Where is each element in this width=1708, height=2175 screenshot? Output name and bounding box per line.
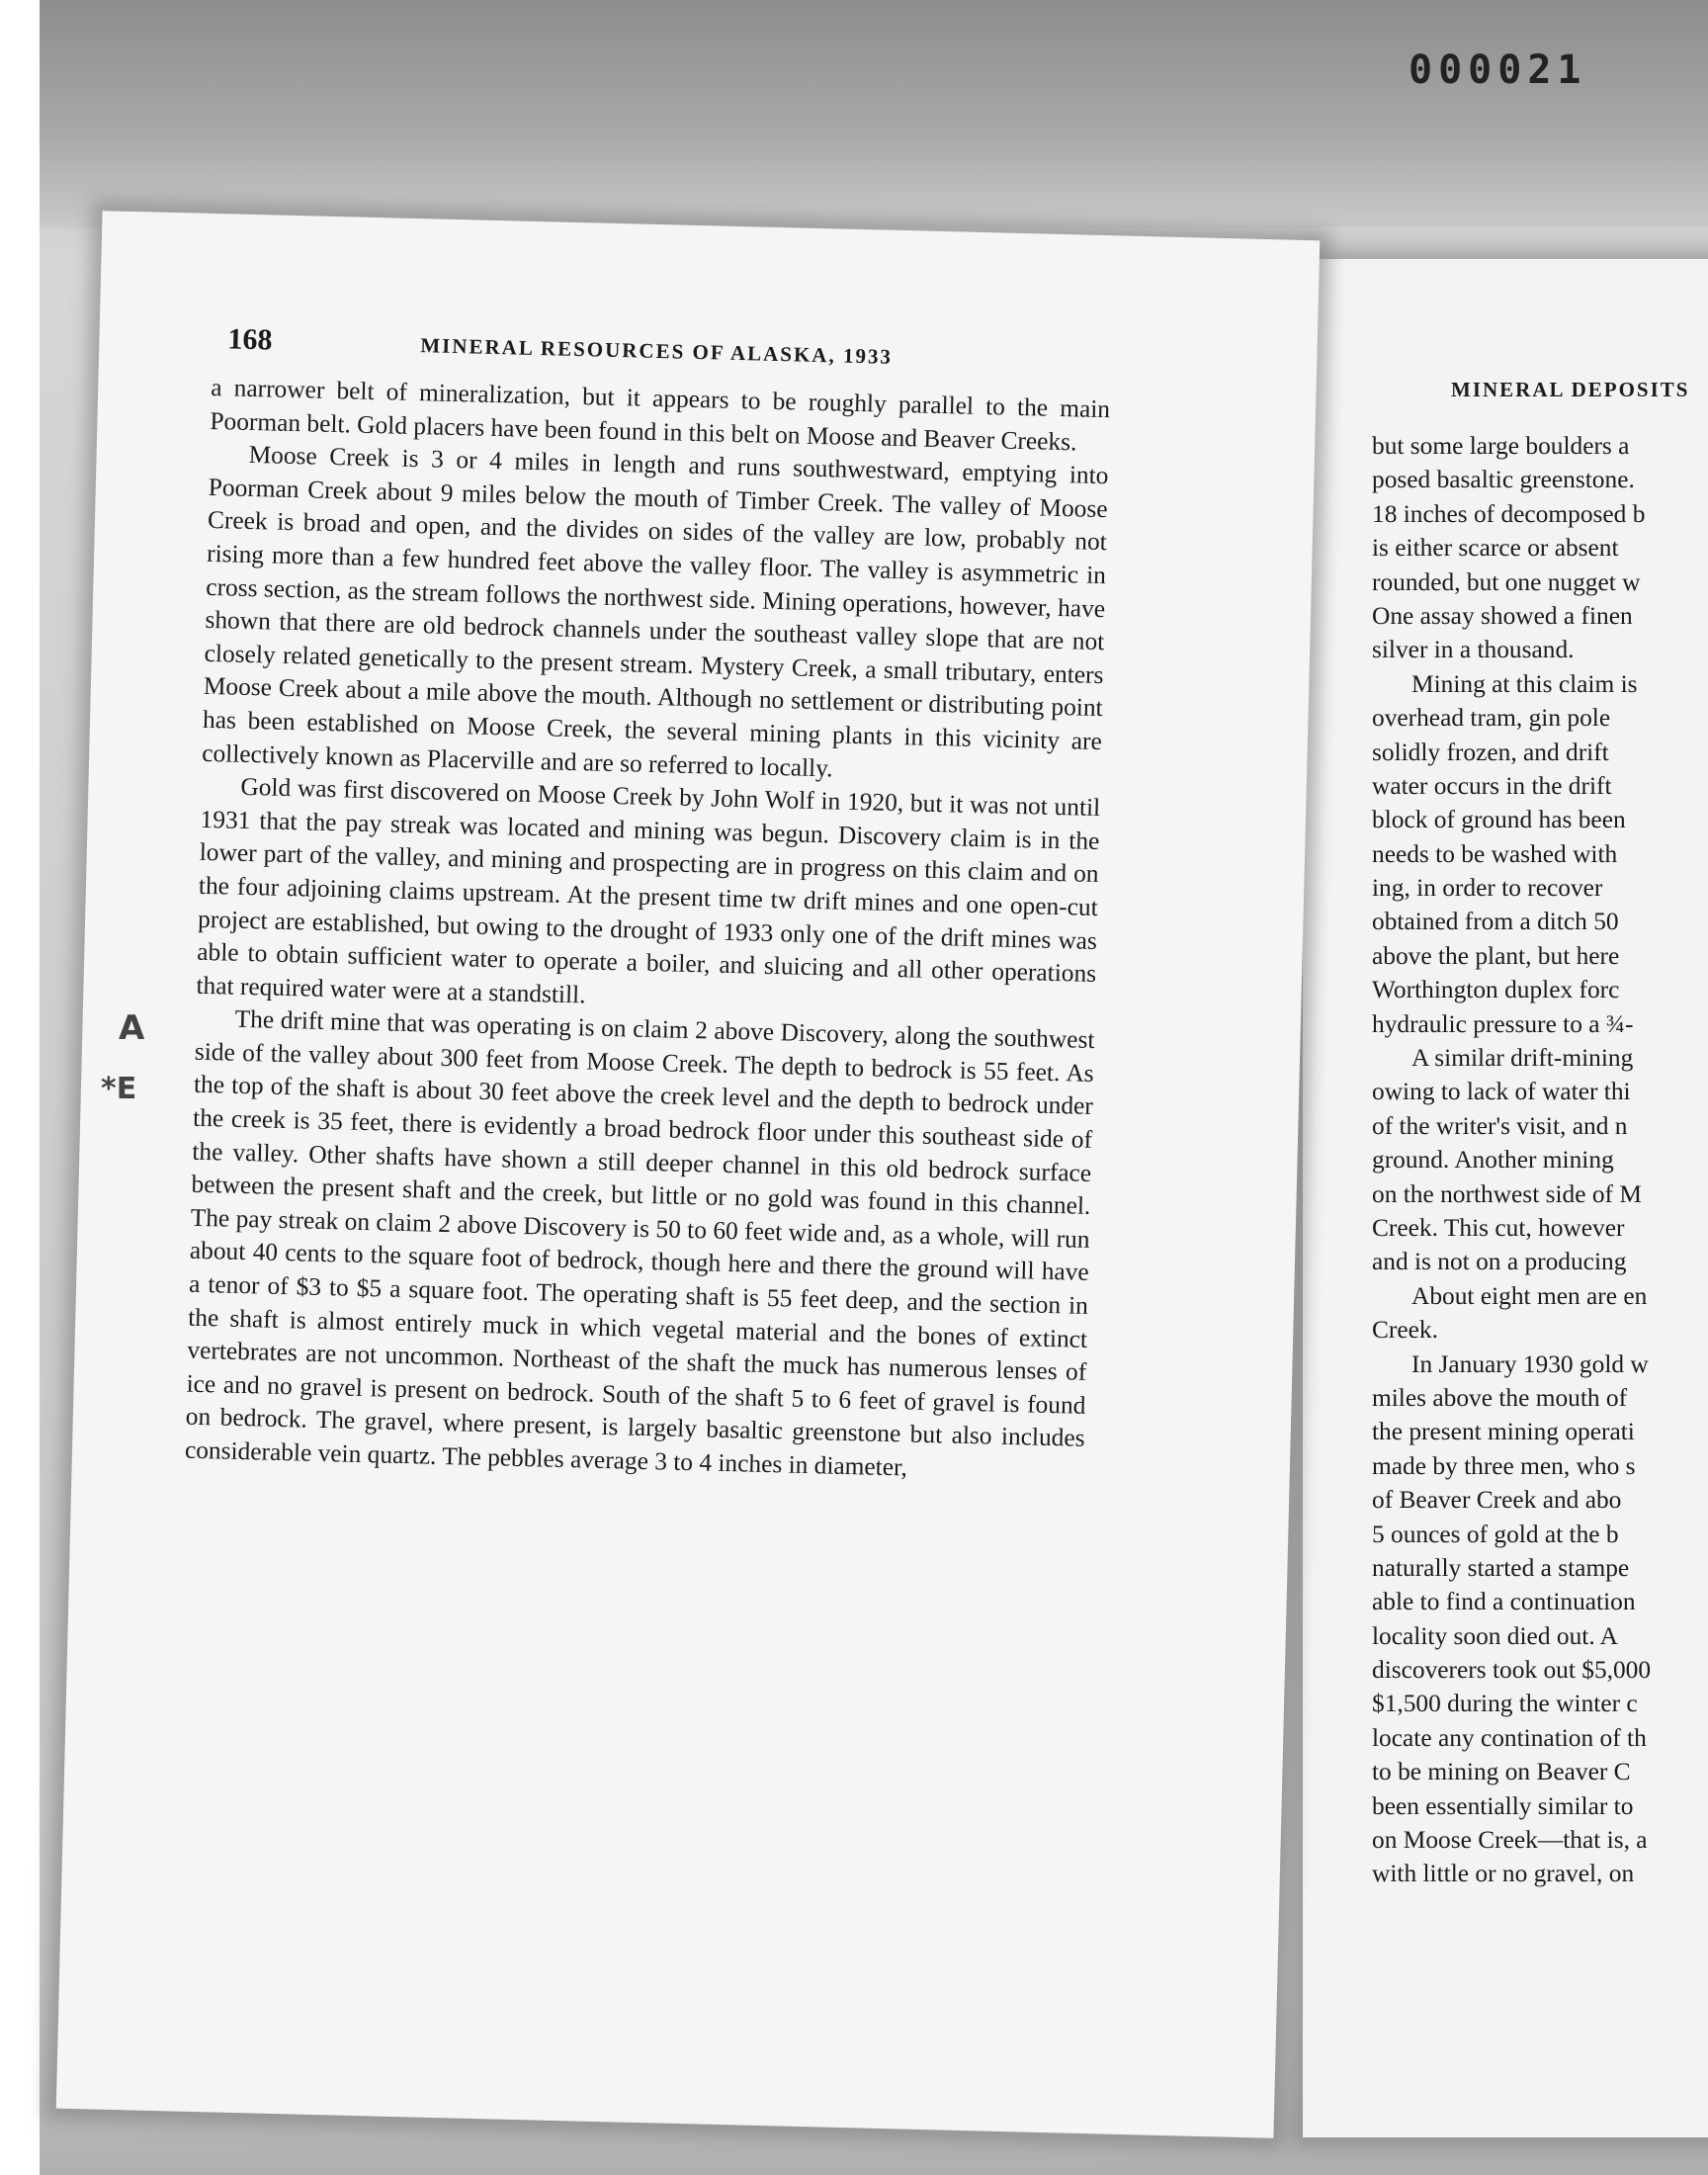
adjacent-line: 5 ounces of gold at the b <box>1372 1520 1619 1548</box>
adjacent-line: needs to be washed with <box>1372 839 1618 868</box>
adjacent-line: miles above the mouth of <box>1372 1383 1628 1412</box>
paragraph: The drift mine that was operating is on claim 2 above Discovery, along the southwest side of the valley about 300 feet from Moose Creek. The depth to bedrock is 55 feet. As the top of the shaft is about 30 feet above the creek level and the depth to bedrock under the creek is 35 feet, there is evidently a broad bedrock floor under this southeast side of the valley. Other shafts have shown a still deeper channel in this old bedrock surface between the present shaft and the creek, but little or no gold was found in this channel. The pay streak on claim 2 above Discovery is 50 to 60 feet wide and, as a whole, will run about 40 cents to the square foot of bedrock, though here and there the ground will have a tenor of $3 to $5 a square foot. The operating shaft is 55 feet deep, and the section in the shaft is almost entirely muck in which vegetal material and the bones of extinct vertebrates are not uncommon. Northeast of the shaft the muck has numerous lenses of ice and no gravel is present on bedrock. South of the shaft 5 to 6 feet of gravel is found on bedrock. The gravel, where present, is largely basaltic greenstone but also includes considerable vein quartz. The pebbles average 3 to 4 inches in diameter, <box>184 1005 1095 1482</box>
adjacent-line: made by three men, who s <box>1372 1451 1636 1480</box>
margin-mark: *E <box>101 1072 137 1106</box>
adjacent-line: is either scarce or absent <box>1372 534 1619 563</box>
adjacent-line: been essentially similar to <box>1372 1791 1634 1820</box>
page-running-title: MINERAL RESOURCES OF ALASKA, 1933 <box>420 333 894 369</box>
paragraph: Moose Creek is 3 or 4 miles in length and runs southwestward, emptying into Poorman Creek about 9 miles below the mouth of Timber Creek. The valley of Moose Creek is broad and open, and the divides on sides of the valley are low, probably not rising more than a few hundred feet above the valley floor. The valley is asymmetric in cross section, as the stream follows the northwest side. Mining operations, however, have shown that there are old bedrock channels under the southeast valley slope that are not closely related genetically to the present stream. Mystery Creek, a small tributary, enters Moose Creek about a mile above the mouth. Although no settlement or distributing point has been established on Moose Creek, the several mining plants in this vicinity are collectively known as Placerville and are so referred to locally. <box>201 441 1109 782</box>
adjacent-page-text <box>1372 429 1708 1891</box>
adjacent-line: Mining at this claim is <box>1411 669 1638 698</box>
adjacent-line: 18 inches of decomposed b <box>1372 499 1646 528</box>
adjacent-line: $1,500 during the winter c <box>1372 1690 1638 1718</box>
adjacent-line: but some large boulders a <box>1372 432 1630 460</box>
adjacent-line: solidly frozen, and drift <box>1372 738 1609 766</box>
adjacent-line: and is not on a producing <box>1372 1248 1627 1276</box>
adjacent-line: silver in a thousand. <box>1372 636 1575 664</box>
adjacent-line: water occurs in the drift <box>1372 771 1612 800</box>
adjacent-line: overhead tram, gin pole <box>1372 704 1611 733</box>
scan-top-shadow <box>40 0 1708 227</box>
body-text <box>185 372 1111 1489</box>
adjacent-line: of the writer's visit, and n <box>1372 1111 1628 1140</box>
main-page <box>56 211 1321 2138</box>
adjacent-line: discoverers took out $5,000 <box>1372 1656 1652 1685</box>
adjacent-line: the present mining operati <box>1372 1418 1635 1446</box>
adjacent-line: able to find a continuation <box>1372 1588 1636 1616</box>
adjacent-line: Worthington duplex forc <box>1372 976 1620 1004</box>
adjacent-line: About eight men are en <box>1411 1281 1648 1310</box>
adjacent-line: Creek. <box>1372 1316 1438 1345</box>
adjacent-line: obtained from a ditch 50 <box>1372 908 1619 936</box>
adjacent-line: hydraulic pressure to a ¾- <box>1372 1009 1634 1038</box>
scan-left-margin <box>0 0 40 2175</box>
adjacent-line: In January 1930 gold w <box>1411 1349 1649 1378</box>
document-number: 000021 <box>1409 47 1587 93</box>
adjacent-line: ground. Another mining <box>1372 1146 1614 1174</box>
margin-mark: A <box>119 1008 145 1048</box>
adjacent-line: One assay showed a finen <box>1372 601 1633 630</box>
adjacent-line: on Moose Creek—that is, a <box>1372 1826 1648 1855</box>
adjacent-line: rounded, but one nugget w <box>1372 567 1641 596</box>
paragraph: a narrower belt of mineralization, but it appears to be roughly parallel to the main Poorman belt. Gold placers have been found in this belt on Moose and Beaver Creeks. <box>210 373 1111 456</box>
adjacent-line: locality soon died out. A <box>1372 1621 1618 1650</box>
adjacent-line: block of ground has been <box>1372 806 1626 834</box>
adjacent-running-head: MINERAL DEPOSITS <box>1451 378 1690 401</box>
adjacent-line: to be mining on Beaver C <box>1372 1758 1631 1786</box>
adjacent-line: locate any contination of th <box>1372 1723 1647 1752</box>
adjacent-line: A similar drift-mining <box>1411 1044 1634 1073</box>
adjacent-line: above the plant, but here <box>1372 941 1620 970</box>
adjacent-line: on the northwest side of M <box>1372 1179 1642 1208</box>
adjacent-line: ing, in order to recover <box>1372 874 1603 903</box>
adjacent-line: owing to lack of water thi <box>1372 1078 1631 1106</box>
adjacent-line: of Beaver Creek and abo <box>1372 1486 1622 1515</box>
adjacent-line: Creek. This cut, however <box>1372 1213 1625 1242</box>
adjacent-line: naturally started a stampe <box>1372 1553 1630 1582</box>
paragraph: Gold was first discovered on Moose Creek by John Wolf in 1920, but it was not until 1931 that the pay streak was located and mining was begun. Discovery claim is in the lower part of the valley, and mining and prospecting are in progress on this claim and on the four adjoining claims upstream. At the present time tw drift mines and one open-cut project are established, but owing to the drought of 1933 only one of the drift mines was able to obtain sufficient water to operate a boiler, and sluicing and all other operations that required water were at a standstill. <box>196 772 1101 1009</box>
adjacent-line: with little or no gravel, on <box>1372 1860 1635 1888</box>
page-number: 168 <box>227 322 273 357</box>
adjacent-page <box>1303 259 1708 2137</box>
adjacent-line: posed basaltic greenstone. <box>1372 466 1635 494</box>
